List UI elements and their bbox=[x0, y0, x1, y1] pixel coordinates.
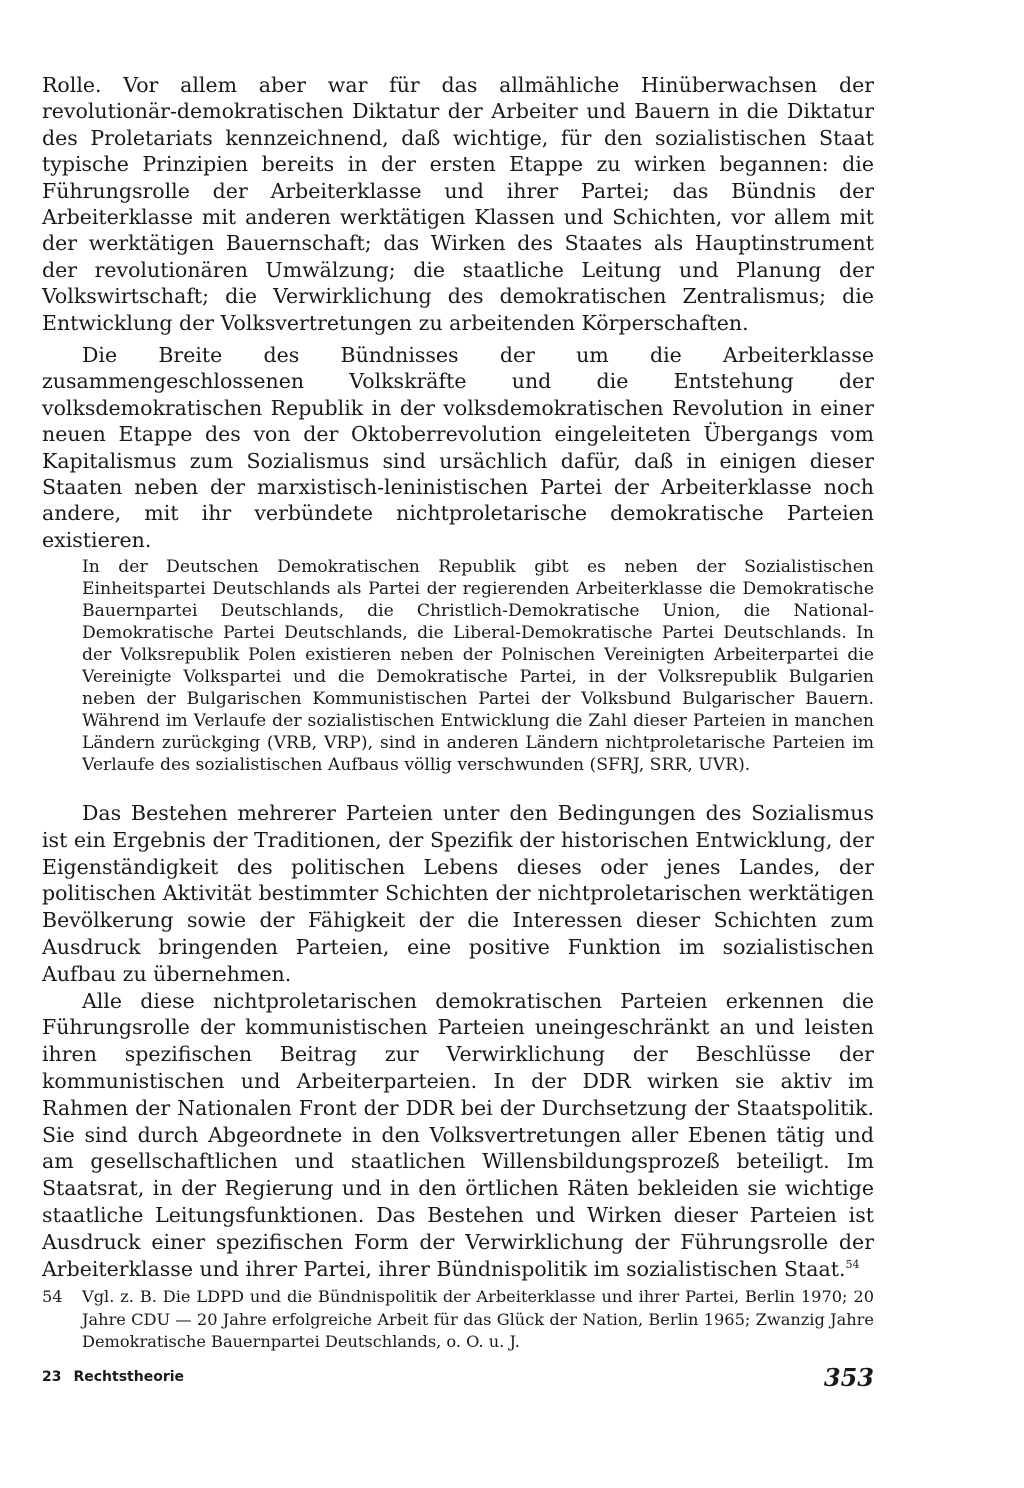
footnote-reference[interactable]: 54 bbox=[845, 1257, 860, 1271]
page-number: 353 bbox=[823, 1363, 874, 1392]
body-paragraph-1 bbox=[42, 72, 874, 336]
footnote bbox=[42, 1286, 874, 1354]
small-print-text: In der Deutschen Demokratischen Republik gibt es neben der Sozialistischen Einheitspartei Deutschlands als Partei der regierenden Arbeiterklasse die Demokratische Bauernpartei Deutschlands, die Christlich-Demokratische Union, die National-Demokratische Partei Deutschlands, die Liberal-Demokratische Partei Deutschlands. In der Volksrepublik Polen existieren neben der Polnischen Vereinigten Arbeiterpartei die Vereinigte Volkspartei und die Demokratische Partei, in der Volksrepublik Bulgarien neben der Bulgarischen Kommunistischen Partei der Volksbund Bulgarischer Bauern. Während im Verlaufe der sozialistischen Entwicklung die Zahl dieser Parteien in manchen Ländern zurückging (VRB, VRP), sind in anderen Ländern nichtproletarische Parteien im Verlaufe des sozialistischen Aufbaus völlig verschwunden (SFRJ, SRR, UVR). bbox=[82, 557, 874, 775]
footnote-text: Vgl. z. B. Die LDPD und die Bündnispolitik der Arbeiterklasse und ihrer Partei, Berlin 1970; 20 Jahre CDU — 20 Jahre erfolgreiche Arbeit für das Glück der Nation, Berlin 1965; Zwanzig Jahre Demokratische Bauernpartei Deutschlands, o. O. u. J. bbox=[82, 1287, 874, 1351]
paragraph-1-text: Rolle. Vor allem aber war für das allmähliche Hinüberwachsen der revolutionär-demokratischen Diktatur der Arbeiter und Bauern in die Diktatur des Proletariats kennzeichnend, daß wichtige, für den sozialistischen Staat typische Prinzipien bereits in der ersten Etappe zu wirken begannen: die Führungsrolle der Arbeiterklasse und ihrer Partei; das Bündnis der Arbeiterklasse mit anderen werktätigen Klassen und Schichten, vor allem mit der werktätigen Bauernschaft; das Wirken des Staates als Hauptinstrument der revolutionären Umwälzung; die staatliche Leitung und Planung der Volkswirtschaft; die Verwirklichung des demokratischen Zentralismus; die Entwicklung der Volksvertretungen zu arbeitenden Körperschaften. bbox=[42, 73, 874, 335]
footnote-number: 54 bbox=[42, 1287, 63, 1306]
paragraph-3-text: Das Bestehen mehrerer Parteien unter den Bedingungen des Sozialismus ist ein Ergebnis der Traditionen, der Spezifik der historischen Entwicklung, der Eigenständigkeit des politischen Lebens dieses oder jenes Landes, der politischen Aktivität bestimmter Schichten der nichtproletarischen werktätigen Bevölkerung sowie der Fähigkeit der die Interessen dieser Schichten zum Ausdruck bringenden Parteien, eine positive Funktion im sozialistischen Aufbau zu übernehmen. bbox=[42, 801, 874, 986]
paragraph-4 bbox=[42, 988, 874, 1283]
signature-label: Rechtstheorie bbox=[73, 1369, 185, 1385]
paragraph-4-text: Alle diese nichtproletarischen demokratischen Parteien erkennen die Führungsrolle der kommunistischen Parteien uneingeschränkt an und leisten ihren spezifischen Beitrag zur Verwirklichung der Beschlüsse der kommunistischen und Arbeiterparteien. In der DDR wirken sie aktiv im Rahmen der Nationalen Front der DDR bei der Durchsetzung der Staatspolitik. Sie sind durch Abgeordnete in den Volksvertretungen aller Ebenen tätig und am gesellschaftlichen und staatlichen Willensbildungsprozeß beteiligt. Im Staatsrat, in der Regierung und in den örtlichen Räten bekleiden sie wichtige staatliche Leitungsfunktionen. Das Bestehen und Wirken dieser Parteien ist Ausdruck einer spezifischen Form der Verwirklichung der Führungsrolle der Arbeiterklasse und ihrer Partei, ihrer Bündnispolitik im sozialistischen Staat. bbox=[42, 988, 874, 1281]
printer-signature bbox=[42, 1369, 184, 1385]
paragraph-2-text: Die Breite des Bündnisses der um die Arbeiterklasse zusammengeschlossenen Volkskräfte und die Entstehung der volksdemokratischen Republik in der volksdemokratischen Revolution in einer neuen Etappe des von der Oktoberrevolution eingeleiteten Übergangs vom Kapitalismus zum Sozialismus sind ursächlich dafür, daß in einigen dieser Staaten neben der marxistisch-leninistischen Partei der Arbeiterklasse noch andere, mit ihr verbündete nichtproletarische demokratische Parteien existieren. bbox=[42, 343, 874, 552]
body-paragraphs-3-4 bbox=[42, 800, 874, 1282]
small-print-paragraph bbox=[82, 556, 874, 776]
body-paragraph-2 bbox=[42, 342, 874, 553]
signature-number: 23 bbox=[42, 1369, 62, 1385]
